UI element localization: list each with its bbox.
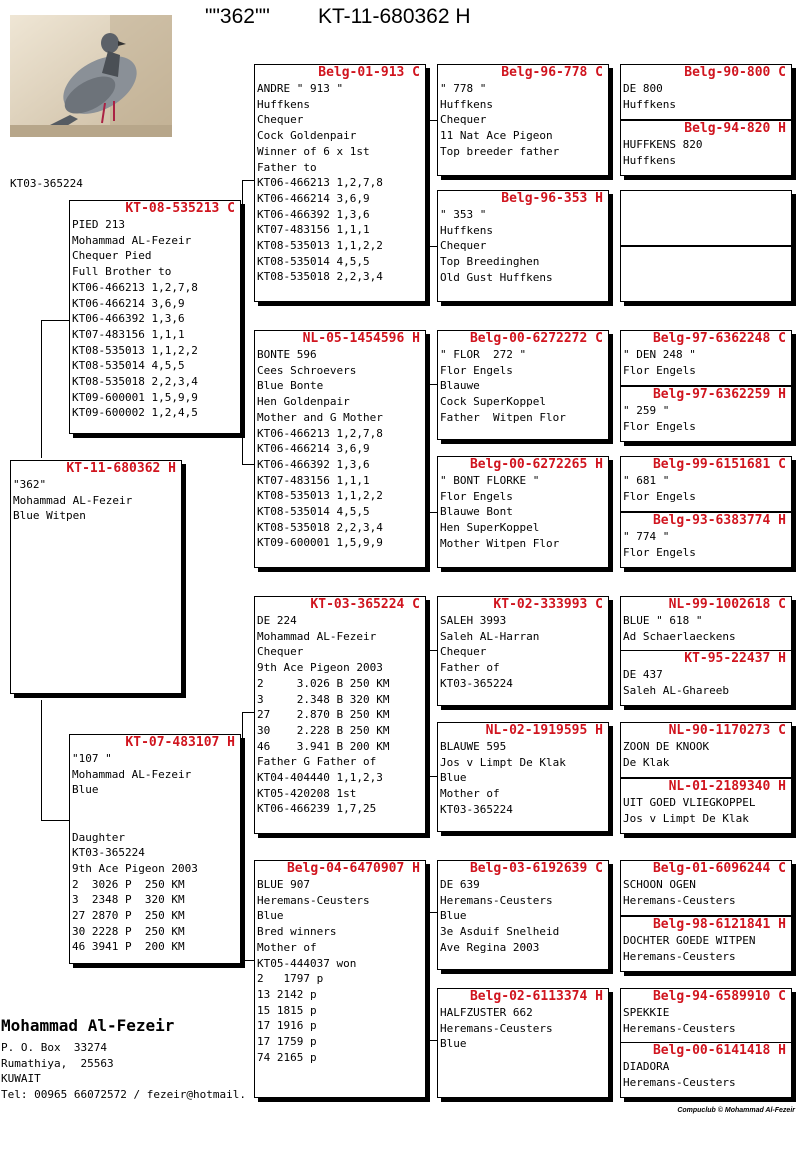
great-grandparent-card xyxy=(437,860,609,970)
ring-number: Belg-00-6272272 C xyxy=(469,331,603,346)
grandparent-card xyxy=(254,596,426,834)
connector-line xyxy=(428,384,429,512)
g3-card xyxy=(620,246,792,302)
card-details: BLUE 907 Heremans-Ceusters Blue Bred winners Mother of KT05-444037 won 2 1797 p 13 2142 p 15 1815 p 17 1916 p 17 1759 p 74 2165 p xyxy=(257,878,370,1064)
ring-number: Belg-96-353 H xyxy=(501,191,603,206)
ring-number: Belg-03-6192639 C xyxy=(469,861,603,876)
ring-number: NL-99-1002618 C xyxy=(668,597,786,612)
ring-number: NL-90-1170273 C xyxy=(668,723,786,738)
ring-number: Belg-99-6151681 C xyxy=(652,457,786,472)
card-details: DE 800 Huffkens xyxy=(623,82,676,111)
card-details: HUFFKENS 820 Huffkens xyxy=(623,138,703,167)
great-grandparent-card xyxy=(437,722,609,832)
ring-number: Belg-93-6383774 H xyxy=(652,513,786,528)
ring-number: Belg-94-6589910 C xyxy=(652,989,786,1004)
card-details: " BONT FLORKE " Flor Engels Blauwe Bont Hen SuperKoppel Mother Witpen Flor xyxy=(440,474,560,550)
ring-number-heading: KT-11-680362 H xyxy=(318,5,471,28)
grandparent-card xyxy=(254,860,426,1098)
ring-number: KT-08-535213 C xyxy=(125,201,235,216)
card-details: " 353 " Huffkens Chequer Top Breedinghen Old Gust Huffkens xyxy=(440,208,553,284)
ring-number: Belg-96-778 C xyxy=(501,65,603,80)
card-details: DE 639 Heremans-Ceusters Blue 3e Asduif Snelheid Ave Regina 2003 xyxy=(440,878,560,954)
connector-line xyxy=(242,712,243,960)
ring-number: NL-02-1919595 H xyxy=(485,723,603,738)
card-details: BLAUWE 595 Jos v Limpt De Klak Blue Mother of KT03-365224 xyxy=(440,740,566,816)
ring-number: Belg-04-6470907 H xyxy=(286,861,420,876)
pigeon-name-heading: ""362"" xyxy=(205,5,270,28)
great-grandparent-card xyxy=(437,596,609,706)
connector-line xyxy=(242,712,254,713)
card-details: " 259 " Flor Engels xyxy=(623,404,696,433)
ring-number: KT-03-365224 C xyxy=(310,597,420,612)
ring-number: KT-07-483107 H xyxy=(125,735,235,750)
card-details: PIED 213 Mohammad AL-Fezeir Chequer Pied Full Brother to KT06-466213 1,2,7,8 KT06-466214 3,6,9 KT06-466392 1,3,6 KT07-483156 1,1,1 KT08-535013 1,1,2,2 KT08-535014 4,5,5 KT08-535018 2,2,3,4 KT09-600001 1,5,9,9 KT09-600002 1,2,4,5 xyxy=(72,218,198,420)
connector-line xyxy=(41,700,42,820)
card-details: BONTE 596 Cees Schroevers Blue Bonte Hen Goldenpair Mother and G Mother KT06-466213 1,2,7,8 KT06-466214 3,6,9 KT06-466392 1,3,6 KT07-483156 1,1,1 KT08-535013 1,1,2,2 KT08-535014 4,5,5 KT08-535018 2,2,3,4 KT09-600001 1,5,9,9 xyxy=(257,348,383,550)
card-details: SPEKKIE Heremans-Ceusters xyxy=(623,1006,736,1035)
connector-line xyxy=(41,320,69,321)
g3-card xyxy=(620,860,792,916)
card-details: UIT GOED VLIEGKOPPEL Jos v Limpt De Klak xyxy=(623,796,756,825)
owner-address: P. O. Box 33274 Rumathiya, 25563 KUWAIT Tel: 00965 66072572 / fezeir@hotmail. xyxy=(1,1041,247,1102)
g3-card xyxy=(620,596,792,652)
g3-card xyxy=(620,778,792,834)
card-details: DE 224 Mohammad AL-Fezeir Chequer 9th Ace Pigeon 2003 2 3.026 B 250 KM 3 2.348 B 320 KM 27 2.870 B 250 KM 30 2.228 B 250 KM 46 3.941 B 200 KM Father G Father of KT04-404440 1,1,2,3 KT05-420208 1st KT06-466239 1,7,25 xyxy=(257,614,390,816)
card-details: DIADORA Heremans-Ceusters xyxy=(623,1060,736,1089)
great-grandparent-card xyxy=(437,190,609,302)
ring-number: Belg-97-6362248 C xyxy=(652,331,786,346)
ring-number: Belg-00-6141418 H xyxy=(652,1043,786,1058)
ring-number: Belg-90-800 C xyxy=(684,65,786,80)
pigeon-photo xyxy=(10,15,172,137)
g3-card xyxy=(620,512,792,568)
ring-number: Belg-97-6362259 H xyxy=(652,387,786,402)
connector-line xyxy=(242,180,243,464)
g3-card xyxy=(620,988,792,1044)
g3-card xyxy=(620,916,792,972)
g3-card xyxy=(620,330,792,386)
great-grandparent-card xyxy=(437,330,609,440)
card-details: "362" Mohammad AL-Fezeir Blue Witpen xyxy=(13,478,133,523)
great-grandparent-card xyxy=(437,64,609,176)
card-details: BLUE " 618 " Ad Schaerlaeckens xyxy=(623,614,736,643)
card-details: " FLOR 272 " Flor Engels Blauwe Cock SuperKoppel Father Witpen Flor xyxy=(440,348,566,424)
connector-line xyxy=(428,246,437,247)
great-grandparent-card xyxy=(437,988,609,1098)
g3-card xyxy=(620,1042,792,1098)
connector-line xyxy=(428,912,437,913)
connector-line xyxy=(428,384,437,385)
g3-card xyxy=(620,120,792,176)
connector-line xyxy=(428,512,437,513)
ring-number: Belg-94-820 H xyxy=(684,121,786,136)
g3-card xyxy=(620,722,792,778)
connector-line xyxy=(428,650,437,651)
connector-line xyxy=(41,820,69,821)
ring-number: KT-95-22437 H xyxy=(684,651,786,666)
g3-card xyxy=(620,456,792,512)
connector-line xyxy=(242,960,254,961)
connector-line xyxy=(428,650,429,776)
g3-card xyxy=(620,64,792,120)
card-details: " DEN 248 " Flor Engels xyxy=(623,348,696,377)
g3-card xyxy=(620,190,792,246)
connector-line xyxy=(428,912,429,1040)
card-details: " 681 " Flor Engels xyxy=(623,474,696,503)
connector-line xyxy=(428,776,437,777)
ring-number: Belg-01-913 C xyxy=(318,65,420,80)
owner-name: Mohammad Al-Fezeir xyxy=(1,1016,175,1035)
card-details: "107 " Mohammad AL-Fezeir Blue Daughter KT03-365224 9th Ace Pigeon 2003 2 3026 P 250 KM 3 2348 P 320 KM 27 2870 P 250 KM 30 2228 P 250 KM 46 3941 P 200 KM xyxy=(72,752,198,954)
connector-line xyxy=(428,120,429,246)
card-details: " 778 " Huffkens Chequer 11 Nat Ace Pigeon Top breeder father xyxy=(440,82,560,158)
subject-card xyxy=(10,460,182,694)
card-details: SALEH 3993 Saleh AL-Harran Chequer Father of KT03-365224 xyxy=(440,614,540,690)
grandparent-card xyxy=(254,64,426,302)
connector-line xyxy=(242,464,254,465)
side-ring-label: KT03-365224 xyxy=(10,177,83,190)
card-details: DOCHTER GOEDE WITPEN Heremans-Ceusters xyxy=(623,934,756,963)
sire-card xyxy=(69,200,241,434)
grandparent-card xyxy=(254,330,426,568)
g3-card xyxy=(620,386,792,442)
ring-number: Belg-98-6121841 H xyxy=(652,917,786,932)
card-details: HALFZUSTER 662 Heremans-Ceusters Blue xyxy=(440,1006,553,1051)
card-details: SCHOON OGEN Heremans-Ceusters xyxy=(623,878,736,907)
dam-card xyxy=(69,734,241,964)
ring-number: KT-02-333993 C xyxy=(493,597,603,612)
great-grandparent-card xyxy=(437,456,609,568)
card-details: ANDRE " 913 " Huffkens Chequer Cock Goldenpair Winner of 6 x 1st Father to KT06-466213 1,2,7,8 KT06-466214 3,6,9 KT06-466392 1,3,6 KT07-483156 1,1,1 KT08-535013 1,1,2,2 KT08-535014 4,5,5 KT08-535018 2,2,3,4 xyxy=(257,82,383,284)
ring-number: NL-05-1454596 H xyxy=(302,331,420,346)
ring-number: Belg-00-6272265 H xyxy=(469,457,603,472)
card-details: " 774 " Flor Engels xyxy=(623,530,696,559)
ring-number: Belg-01-6096244 C xyxy=(652,861,786,876)
ring-number: KT-11-680362 H xyxy=(66,461,176,476)
card-details: ZOON DE KNOOK De Klak xyxy=(623,740,710,769)
connector-line xyxy=(242,180,254,181)
connector-line xyxy=(41,320,42,458)
connector-line xyxy=(428,120,437,121)
card-details: DE 437 Saleh AL-Ghareeb xyxy=(623,668,729,697)
ring-number: Belg-02-6113374 H xyxy=(469,989,603,1004)
connector-line xyxy=(428,1040,437,1041)
ring-number: NL-01-2189340 H xyxy=(668,779,786,794)
credit-text: Compuclub © Mohammad Al-Fezeir xyxy=(677,1107,795,1114)
g3-card xyxy=(620,650,792,706)
